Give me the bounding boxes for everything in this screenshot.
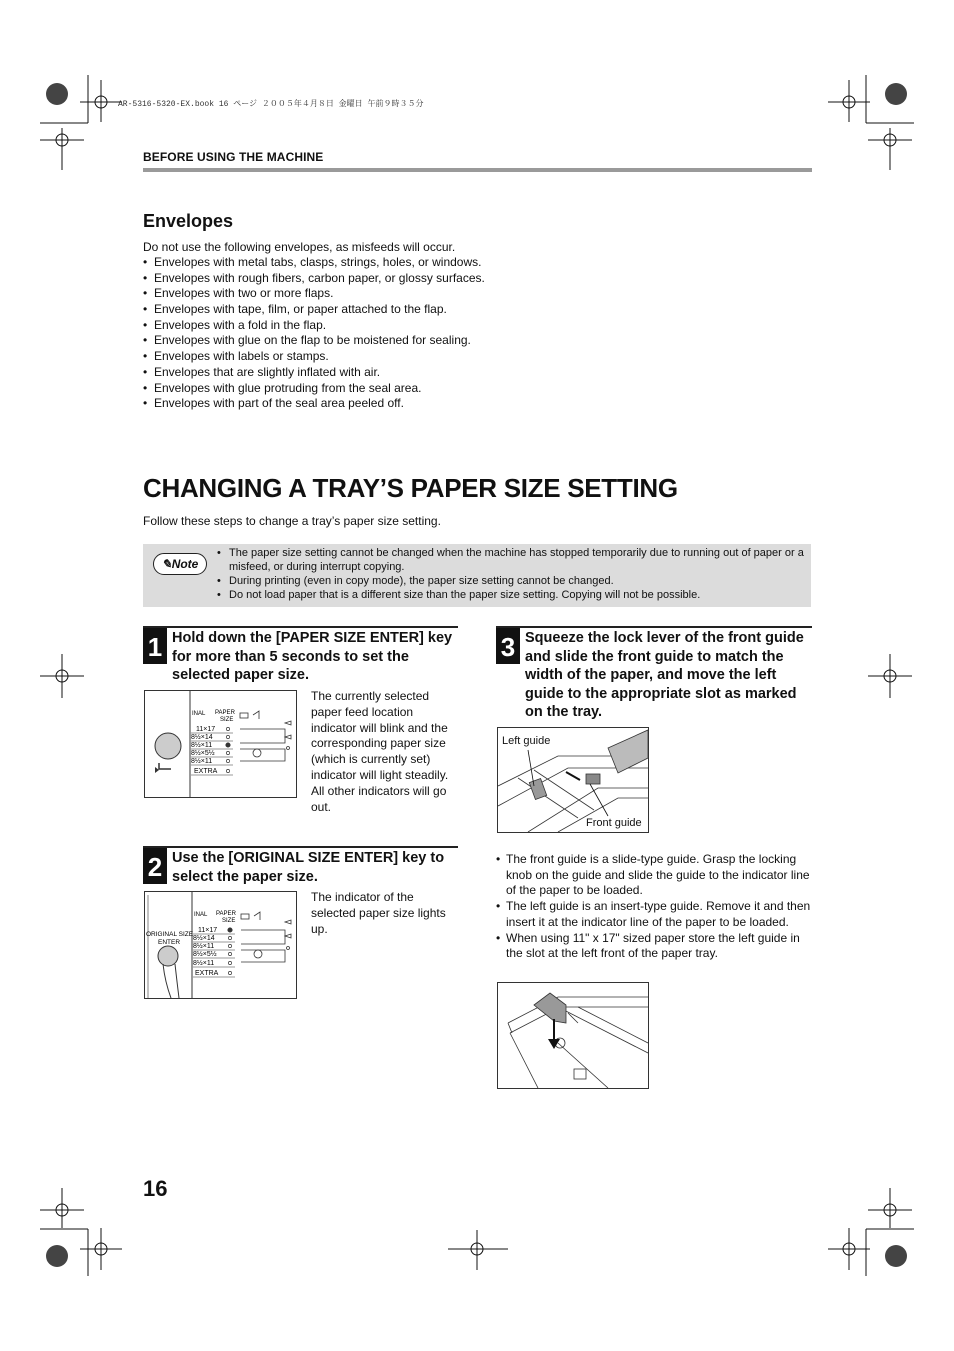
step-3-title: Squeeze the lock lever of the front guide and slide the front guide to match the width of the paper, and move the left guide to the appropriate slot as marked on the tray. — [525, 630, 804, 720]
step-2-description: The indicator of the selected paper size lights up. — [311, 890, 446, 936]
step-2-number: 2 — [143, 848, 167, 884]
envelopes-intro: Do not use the following envelopes, as misfeeds will occur. — [143, 240, 456, 254]
note-icon: ✎Note — [153, 553, 207, 575]
panel-2-size-8x11: 8½×11 — [193, 943, 215, 950]
list-item: • Envelopes with two or more flaps. — [143, 286, 485, 302]
panel-size-8x14: 8½×14 — [191, 734, 213, 741]
panel-2-size-8x5: 8½×5½ — [193, 951, 217, 958]
panel-2-svg — [145, 892, 296, 998]
step-3-bullets — [496, 852, 812, 962]
main-intro: Follow these steps to change a tray’s paper size setting. — [143, 514, 441, 528]
note-badge-label: Note — [171, 557, 199, 571]
list-item: • Envelopes with rough fibers, carbon paper, or glossy surfaces. — [143, 271, 485, 287]
left-guide-label: Left guide — [502, 735, 551, 747]
page-title: CHANGING A TRAY’S PAPER SIZE SETTING — [143, 473, 678, 503]
section-header: BEFORE USING THE MACHINE — [143, 150, 324, 164]
step-3-rule — [496, 626, 812, 628]
front-guide-label: Front guide — [586, 817, 642, 829]
left-guide-storage-illustration — [497, 982, 649, 1089]
print-info-line: AR-5316-5320-EX.book 16 ページ ２００５年４月８日 金曜日 午前９時３５分 — [118, 100, 424, 109]
list-item: • When using 11" x 17" sized paper store the left guide in the slot at the left front of the paper tray. — [496, 931, 812, 962]
panel-size-extra: EXTRA — [194, 768, 218, 775]
note-item: • During printing (even in copy mode), the paper size setting cannot be changed. — [217, 574, 807, 588]
list-item: • Envelopes with a fold in the flap. — [143, 318, 485, 334]
list-item: • Envelopes with metal tabs, clasps, strings, holes, or windows. — [143, 255, 485, 271]
list-item: • Envelopes that are slightly inflated with air. — [143, 365, 485, 381]
paper-size-panel-illustration — [144, 690, 297, 798]
original-size-label: ORIGINAL SIZE — [146, 931, 194, 938]
step-1-description: The currently selected paper feed location indicator will blink and the corresponding paper size (which is currently set) indicator will light steadily. All other indicators will go out. — [311, 689, 449, 814]
list-item: • Envelopes with glue on the flap to be moistened for sealing. — [143, 333, 485, 349]
enter-label: ENTER — [158, 939, 181, 946]
panel-size-11x17: 11×17 — [196, 726, 216, 733]
panel-size-8x5: 8½×5½ — [191, 750, 215, 757]
panel-2-size-11x17: 11×17 — [198, 927, 218, 934]
original-size-panel-illustration — [144, 891, 297, 999]
step-1-rule — [143, 626, 458, 628]
panel-size-8x11: 8½×11 — [191, 742, 213, 749]
step-3-number: 3 — [496, 628, 520, 664]
step-1-number: 1 — [143, 628, 167, 664]
note-item: • Do not load paper that is a different size than the paper size setting. Copying will not be possible. — [217, 588, 807, 602]
list-item: • The front guide is a slide-type guide. Grasp the locking knob on the guide and slide the guide to the indicator line of the paper to be loaded. — [496, 852, 812, 899]
note-box — [143, 544, 811, 607]
header-rule — [143, 168, 812, 172]
panel-2-size-label: SIZE — [222, 918, 236, 924]
panel-paper-label: PAPER — [215, 710, 235, 716]
list-item: • The left guide is an insert-type guide. Remove it and then insert it at the indicator line of the paper to be loaded. — [496, 899, 812, 930]
step-1-title: Hold down the [PAPER SIZE ENTER] key for more than 5 seconds to set the selected paper size. — [172, 630, 453, 683]
panel-original-label: INAL — [192, 711, 206, 717]
page-number: 16 — [143, 1176, 168, 1201]
panel-2-size-8x14: 8½×14 — [193, 935, 215, 942]
note-list — [217, 546, 807, 602]
panel-2-paper-label: PAPER — [216, 911, 236, 917]
list-item: • Envelopes with labels or stamps. — [143, 349, 485, 365]
panel-svg — [145, 691, 296, 797]
tray-guides-illustration — [497, 727, 649, 833]
step-2-rule — [143, 846, 458, 848]
list-item: • Envelopes with tape, film, or paper attached to the flap. — [143, 302, 485, 318]
panel-2-original-label: INAL — [194, 912, 208, 918]
note-item: • The paper size setting cannot be changed when the machine has stopped temporarily due to running out of paper or a misfeed, or during interrupt copying. — [217, 546, 807, 574]
panel-2-size-extra: EXTRA — [195, 970, 219, 977]
envelopes-title: Envelopes — [143, 211, 234, 231]
storage-svg — [498, 983, 648, 1088]
step-2-title: Use the [ORIGINAL SIZE ENTER] key to select the paper size. — [172, 850, 445, 885]
envelopes-list — [143, 255, 485, 412]
list-item: • Envelopes with part of the seal area peeled off. — [143, 396, 485, 412]
panel-2-size-8x11r: 8½×11 — [193, 960, 215, 967]
panel-size-label: SIZE — [220, 717, 234, 723]
panel-size-8x11r: 8½×11 — [191, 758, 213, 765]
list-item: • Envelopes with glue protruding from the seal area. — [143, 381, 485, 397]
